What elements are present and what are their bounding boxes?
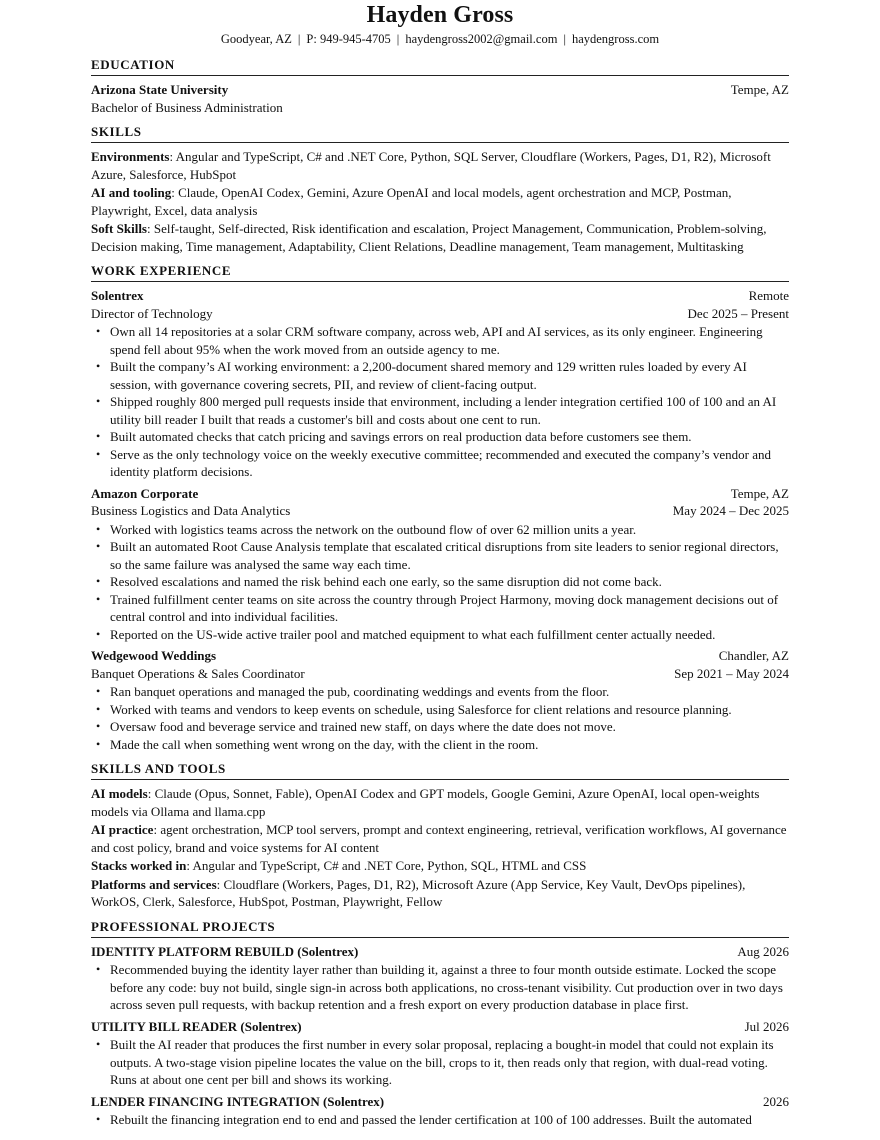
job-entry — [91, 485, 789, 644]
education-section — [91, 57, 789, 116]
skills-label: Environments — [91, 149, 170, 164]
candidate-name: Hayden Gross — [366, 2, 514, 28]
tools-text: : Claude (Opus, Sonnet, Fable), OpenAI Codex and GPT models, Google Gemini, Azure OpenAI, local open-weights models via Ollama and llama.cpp — [91, 786, 760, 819]
jobs-list — [91, 287, 789, 753]
job-role: Banquet Operations & Sales Coordinator — [91, 665, 305, 681]
job-role: Director of Technology — [91, 305, 213, 321]
project-date: Aug 2026 — [737, 943, 789, 959]
bullet-item: • Built an automated Root Cause Analysis template that escalated critical disruptions from site leaders to senior regional directors, so the same failure was analysed the same way each time. — [110, 538, 789, 573]
bullet-item: • Rebuilt the financing integration end to end and passed the lender certification at 100 of 100 addresses. Built the automated — [110, 1111, 789, 1129]
projects-list — [91, 943, 789, 1129]
project-name: IDENTITY PLATFORM REBUILD (Solentrex) — [91, 943, 359, 959]
job-dates: Dec 2025 – Present — [687, 305, 789, 321]
contact-line: Goodyear, AZ | P: 949-945-4705 | haydengross2002@gmail.com | haydengross.com — [220, 32, 660, 46]
job-bullets — [91, 521, 789, 644]
job-header — [91, 647, 789, 665]
job-subheader — [91, 665, 789, 683]
experience-section — [91, 263, 789, 753]
skills-section — [91, 124, 789, 255]
degree: Bachelor of Business Administration — [91, 99, 283, 115]
skills-list — [91, 148, 789, 255]
project-name: UTILITY BILL READER (Solentrex) — [91, 1018, 302, 1034]
project-header — [91, 943, 789, 961]
bullet-item: • Worked with teams and vendors to keep events on schedule, using Salesforce for client relations and resource planning. — [110, 701, 789, 719]
school-location: Tempe, AZ — [730, 82, 789, 97]
contact-phone: P: 949-945-4705 — [306, 32, 391, 46]
project-header — [91, 1093, 789, 1111]
project-header — [91, 1018, 789, 1036]
contact-email: haydengross2002@gmail.com — [405, 32, 558, 46]
job-header — [91, 287, 789, 305]
job-company: Wedgewood Weddings — [91, 648, 217, 663]
education-header — [91, 81, 789, 99]
project-name: LENDER FINANCING INTEGRATION (Solentrex) — [91, 1093, 385, 1109]
job-subheader — [91, 305, 789, 323]
bullet-item: • Shipped roughly 800 merged pull requests inside that environment, including a lender integration certified 100 of 100 and an AI utility bill reader I built that reads a customer's bill and costs about one cent to run. — [110, 393, 789, 428]
project-bullets — [91, 1036, 789, 1089]
bullet-item: • Made the call when something went wrong on the day, with the client in the room. — [110, 736, 789, 754]
bullet-item: • Worked with logistics teams across the network on the outbound flow of over 62 million units a year. — [110, 521, 789, 539]
tools-section — [91, 761, 789, 911]
tools-line — [91, 876, 789, 911]
job-dates: Sep 2021 – May 2024 — [674, 665, 789, 681]
tools-line — [91, 857, 789, 875]
job-bullets — [91, 683, 789, 753]
bullet-item: • Recommended buying the identity layer rather than building it, against a three to four month outside estimate. Locked the scope before any code: buy not build, single sign-in across both applications, no cross-tenant visibility. Cut production over in two days across seven pull requests, with backup retention and a fresh export on every production database in place first. — [110, 961, 789, 1014]
tools-text: : agent orchestration, MCP tool servers, prompt and context engineering, retrieval, verification workflows, AI governance and cost policy, brand and voice systems for AI content — [91, 822, 787, 855]
bullet-item: • Built the AI reader that produces the first number in every solar proposal, replacing a bought-in model that could not explain its outputs. A two-stage vision pipeline locates the value on the bill, crops to it, then reads only that region, with dual-read voting. Runs at about one cent per bill and shows its working. — [110, 1036, 789, 1089]
bullet-item: • Own all 14 repositories at a solar CRM software company, across web, API and AI services, as its only engineer. Engineering spend fell about 95% when the work moved from an outside agency to me. — [110, 323, 789, 358]
resume-page — [91, 0, 789, 1133]
job-location: Chandler, AZ — [718, 648, 789, 663]
skills-line — [91, 148, 789, 183]
tools-text: : Angular and TypeScript, C# and .NET Core, Python, SQL, HTML and CSS — [186, 858, 587, 873]
section-title-skills: SKILLS — [91, 124, 789, 143]
project-bullets — [91, 1111, 789, 1129]
tools-label: Stacks worked in — [91, 858, 187, 873]
job-dates: May 2024 – Dec 2025 — [672, 503, 789, 518]
tools-line — [91, 821, 789, 856]
job-entry — [91, 287, 789, 481]
tools-label: Platforms and services — [91, 876, 217, 892]
job-subheader — [91, 502, 789, 520]
tools-label: AI models — [91, 786, 148, 801]
bullet-item: • Oversaw food and beverage service and trained new staff, on days where the date does not move. — [110, 718, 789, 736]
section-title-experience: WORK EXPERIENCE — [91, 263, 789, 282]
section-title-projects: PROFESSIONAL PROJECTS — [91, 919, 789, 938]
contact-website: haydengross.com — [571, 32, 660, 46]
skills-label: Soft Skills — [91, 221, 147, 236]
tools-text: : Cloudflare (Workers, Pages, D1, R2), Microsoft Azure (App Service, Key Vault, DevOps pipelines), WorkOS, Clerk, Salesforce, HubSpot, Postman, Playwright, Fellow — [91, 876, 746, 909]
project-entry — [91, 1018, 789, 1089]
skills-line — [91, 184, 789, 219]
tools-label: AI practice — [91, 822, 154, 837]
bullet-item: • Ran banquet operations and managed the pub, coordinating weddings and events from the floor. — [110, 683, 789, 701]
bullet-item: • Serve as the only technology voice on the weekly executive committee; recommended and executed the company’s vendor and identity platform decisions. — [110, 446, 789, 481]
section-title-tools: SKILLS AND TOOLS — [91, 761, 789, 780]
project-entry — [91, 1093, 789, 1129]
job-role: Business Logistics and Data Analytics — [91, 503, 291, 518]
bullet-item: • Built the company’s AI working environment: a 2,200-document shared memory and 129 written rules loaded by every AI session, with governance covering secrets, PII, and review of client-facing output. — [110, 358, 789, 393]
tools-line — [91, 785, 789, 820]
project-bullets — [91, 961, 789, 1014]
job-company: Solentrex — [91, 288, 144, 303]
bullet-item: • Resolved escalations and named the risk behind each one early, so the same disruption did not come back. — [110, 573, 789, 591]
bullet-item: • Built automated checks that catch pricing and savings errors on real production data before customers see them. — [110, 428, 789, 446]
skills-text: : Claude, OpenAI Codex, Gemini, Azure OpenAI and local models, agent orchestration and MCP, Postman, Playwright, Excel, data analysis — [91, 185, 732, 218]
bullet-item: • Reported on the US-wide active trailer pool and matched equipment to what each fulfillment center actually needed. — [110, 626, 789, 644]
bullet-item: • Trained fulfillment center teams on site across the country through Project Harmony, moving dock management decisions out of central control and into individual facilities. — [110, 591, 789, 626]
job-location: Tempe, AZ — [730, 485, 789, 501]
section-title-education: EDUCATION — [91, 57, 789, 76]
school-name: Arizona State University — [91, 82, 229, 97]
project-date: 2026 — [763, 1093, 789, 1109]
skills-label: AI and tooling — [91, 185, 172, 200]
skills-text: : Angular and TypeScript, C# and .NET Core, Python, SQL Server, Cloudflare (Workers, Pages, D1, R2), Microsoft Azure, Salesforce, HubSpot — [91, 149, 771, 182]
projects-section — [91, 919, 789, 1129]
skills-text: : Self-taught, Self-directed, Risk identification and escalation, Project Management, Communication, Problem-solving, Decision making, Time management, Adaptability, Client Relations, Deadline management, Team management, Multitasking — [91, 221, 767, 254]
project-entry — [91, 943, 789, 1014]
job-entry — [91, 647, 789, 753]
job-header — [91, 485, 789, 503]
job-bullets — [91, 323, 789, 481]
job-location: Remote — [748, 288, 789, 303]
contact-location: Goodyear, AZ — [220, 32, 292, 46]
job-company: Amazon Corporate — [91, 485, 199, 501]
skills-line — [91, 220, 789, 255]
tools-list — [91, 785, 789, 911]
project-date: Jul 2026 — [744, 1018, 789, 1034]
